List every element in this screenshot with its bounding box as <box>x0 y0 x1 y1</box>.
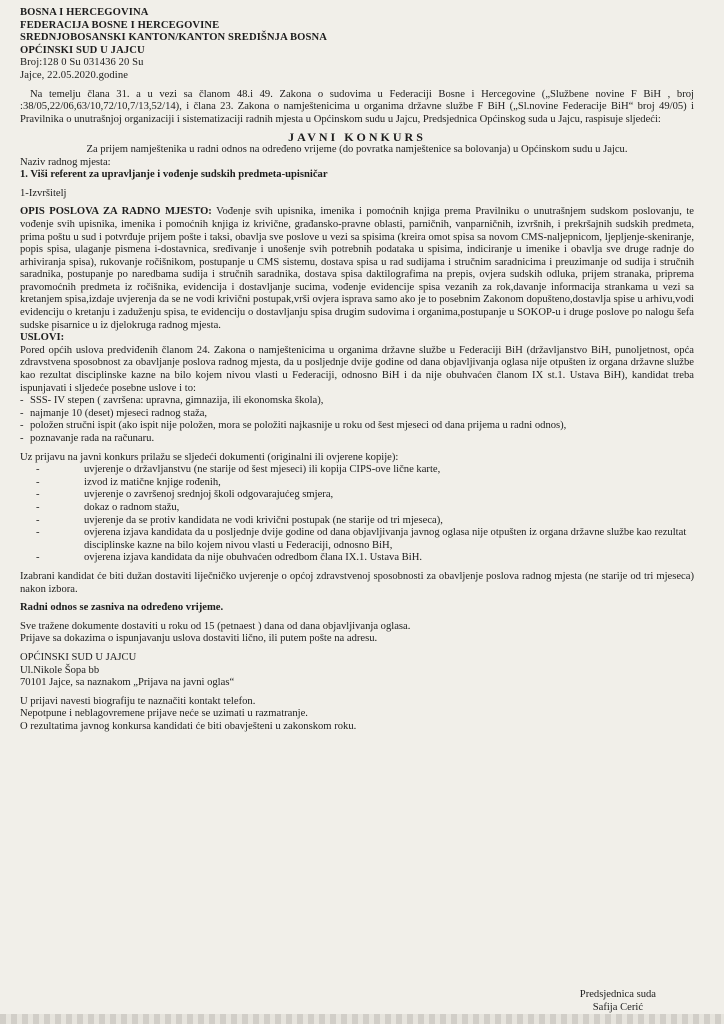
list-item: - ovjerena izjava kandidata da u posljednje dvije godine od dana objavljivanja javnog oglasa nije otpušten iz organa državne službe kao rezultat disciplinske kazne na bilo kojem nivou vlasti u Federaciji, odnosno BiH, <box>36 527 694 552</box>
list-item: - uvjerenje o završenoj srednjoj školi odgovarajućeg smjera, <box>36 489 694 502</box>
fixed-term-note: Radni odnos se zasniva na određeno vrijeme. <box>20 602 224 614</box>
signature-block <box>580 988 656 1014</box>
list-item: - najmanje 10 (deset) mjeseci radnog staža, <box>20 408 694 421</box>
list-item: - dokaz o radnom stažu, <box>36 502 694 515</box>
address-street: Ul.Nikole Šopa bb <box>20 664 100 676</box>
header-federation: FEDERACIJA BOSNE I HERCEGOVINE <box>20 19 220 31</box>
legal-basis-paragraph: Na temelju člana 31. a u vezi sa članom 48.i 49. Zakona o sudovima u Federaciji Bosne i Hercegovine („Službene novine F BiH , broj :38/05,22/06,63/10,72/10,7/13,52/14), i člana 23. Zakona o namještenicima u organima državne službe F BiH („Sl.novine Federacije BiH“ broj 49/05) i Pravilnika o unutrašnjoj organizaciji i sistematizaciji radnih mjesta u Općinskom sudu u Jajcu, Predsjednica Općinskog suda u Jajcu, raspisuje sljedeći: <box>20 88 694 125</box>
list-item: - uvjerenje da se protiv kandidata ne vodi krivični postupak (ne starije od tri mjeseca), <box>36 515 694 528</box>
conditions-label: USLOVI: <box>20 332 65 344</box>
scan-edge-band <box>0 1014 724 1024</box>
documents-intro: Uz prijavu na javni konkurs prilažu se sljedeći dokumenti (originalni ili ovjerene kopije): <box>20 451 399 463</box>
list-item: - poznavanje rada na računaru. <box>20 433 694 446</box>
header-court: OPĆINSKI SUD U JAJCU <box>20 44 145 56</box>
closing-note: U prijavi navesti biografiju te naznačiti kontakt telefon. <box>20 695 256 707</box>
position-label: Naziv radnog mjesta: <box>20 156 111 168</box>
conditions-text: Pored općih uslova predviđenih članom 24. Zakona o namještenicima u organima državne službe u Federaciji BiH (državljanstvo BiH, punoljetnost, opća zdravstvena sposobnost za obavljanje poslova radnog mjesta, da u posljednje dvije godine od dana objavljivanja oglasa nije otpušten iz organa državne službe kao rezultat disciplinske kazne na bilo kojem nivou vlasti u Federaciji, odnosno BiH i da nije obuhvaćen članom IX st.1. Ustava BiH), kandidat treba ispunjavati i sljedeće posebne uslove i to: <box>20 344 694 394</box>
document-header <box>20 7 694 83</box>
list-item: - SSS- IV stepen ( završena: upravna, gimnazija, ili ekonomska škola), <box>20 395 694 408</box>
closing-note: Nepotpune i neblagovremene prijave neće se uzimati u razmatranje. <box>20 708 308 720</box>
duties-label: OPIS POSLOVA ZA RADNO MJESTO: <box>20 206 212 218</box>
document-number: Broj:128 0 Su 031436 20 Su <box>20 57 144 69</box>
header-country: BOSNA I HERCEGOVINA <box>20 7 149 18</box>
position-executors: 1-Izvršitelj <box>20 187 67 199</box>
documents-list <box>20 464 694 565</box>
address-city: 70101 Jajce, sa naznakom „Prijava na javni oglas“ <box>20 677 235 689</box>
list-item: - izvod iz matične knjige rođenih, <box>36 477 694 490</box>
closing-notes <box>20 696 694 734</box>
document-subtitle: Za prijem namještenika u radni odnos na određeno vrijeme (do povratka namještenice sa bolovanja) u Općinskom sudu u Jajcu. <box>86 143 628 155</box>
deadline-note: Sve tražene dokumente dostaviti u roku od 15 (petnaest ) dana od dana objavljivanja oglasa. <box>20 620 411 632</box>
list-item: - položen stručni ispit (ako ispit nije položen, mora se položiti najkasnije u roku od šest mjeseci od dana prijema u radni odnos), <box>20 420 694 433</box>
position-name: 1. Viši referent za upravljanje i vođenje sudskih predmeta-upisničar <box>20 169 328 181</box>
header-canton: SREDNJOBOSANSKI KANTON/KANTON SREDIŠNJA BOSNA <box>20 32 327 44</box>
duties-text: Vođenje svih upisnika, imenika i pomoćnih knjiga prema Pravilniku o unutrašnjem sudskom poslovanju, te vođenje svih upisnika, imenika i pomoćnih knjiga iz krivične, građansko-pravne oblasti, parničnih, vanparničnih, izvršnih, i prekršajnih sudskih predmeta, prima poštu u sud i potvrđuje prijem pošte i taksi, obavlja sve poslove u vezi sa spisima (kreira omot spisa sa novom CMS-naljepnicom, ljepljenje-skeniranje, popis spisa, ulaganje pismena i-dostavnica, sređivanje i unošenje svih potrebnih podataka u spisima, indiciranje u imenike i obavlja sve druge radnje do arhiviranja spisa), rukovanje ročišnikom, postupanje u CMS sistemu, dostava spisa u rad sudijama i stručnim saradnicima i preuzimanje od sudija i stručnih saradnika, postupanje po naredbama sudija i stručnih saradnika, dostava spisa daktilografima na prepis, ovjera sudskih odluka, prijem stranaka, priprema pravomoćnih predmeta iz ročišnika, evidencija i dostavljanje sucima, vođenje evidencije spisa vezanih za rok,davanje informacija strankama u vezi sa kretanjem spisa,izdaje uvjerenja da se ne vodi krivični postupak,vrši ovjera isprava samo ako je to posebnim Zakonom dopušteno,dostavlja spise u arhivu,vodi evidenciju o kretanju i zaduženju spisa, te evidenciju o dostavljanju spisa drugim sudovima i organima,postupanje u SOKOP-u i druge poslove po nalogu šefa sudske pisarnice u iz djelokruga radnog mjesta. <box>20 206 694 331</box>
list-item: - ovjerena izjava kandidata da nije obuhvaćen odredbom člana IX.1. Ustava BiH. <box>36 552 694 565</box>
document-title: JAVNI KONKURS <box>288 130 426 145</box>
delivery-note: Prijave sa dokazima o ispunjavanju uslova dostaviti lično, ili putem pošte na adresu. <box>20 633 378 645</box>
address-court: OPĆINSKI SUD U JAJCU <box>20 651 137 663</box>
duties-section <box>20 206 694 332</box>
closing-note: O rezultatima javnog konkursa kandidati će biti obavješteni u zakonskom roku. <box>20 720 357 732</box>
mailing-address <box>20 652 694 690</box>
medical-certificate-note: Izabrani kandidat će biti dužan dostaviti liječničko uvjerenje o općoj zdravstvenoj sposobnosti za obavljenje poslova radnog mjesta (ne starije od tri mjeseca) nakon izbora. <box>20 570 694 595</box>
document-date: Jajce, 22.05.2020.godine <box>20 69 129 81</box>
signature-name: Safija Cerić <box>592 1002 644 1013</box>
signature-role: Predsjednica suda <box>579 989 656 1000</box>
list-item: - uvjerenje o državljanstvu (ne starije od šest mjeseci) ili kopija CIPS-ove lične karte, <box>36 464 694 477</box>
conditions-list <box>20 395 694 445</box>
